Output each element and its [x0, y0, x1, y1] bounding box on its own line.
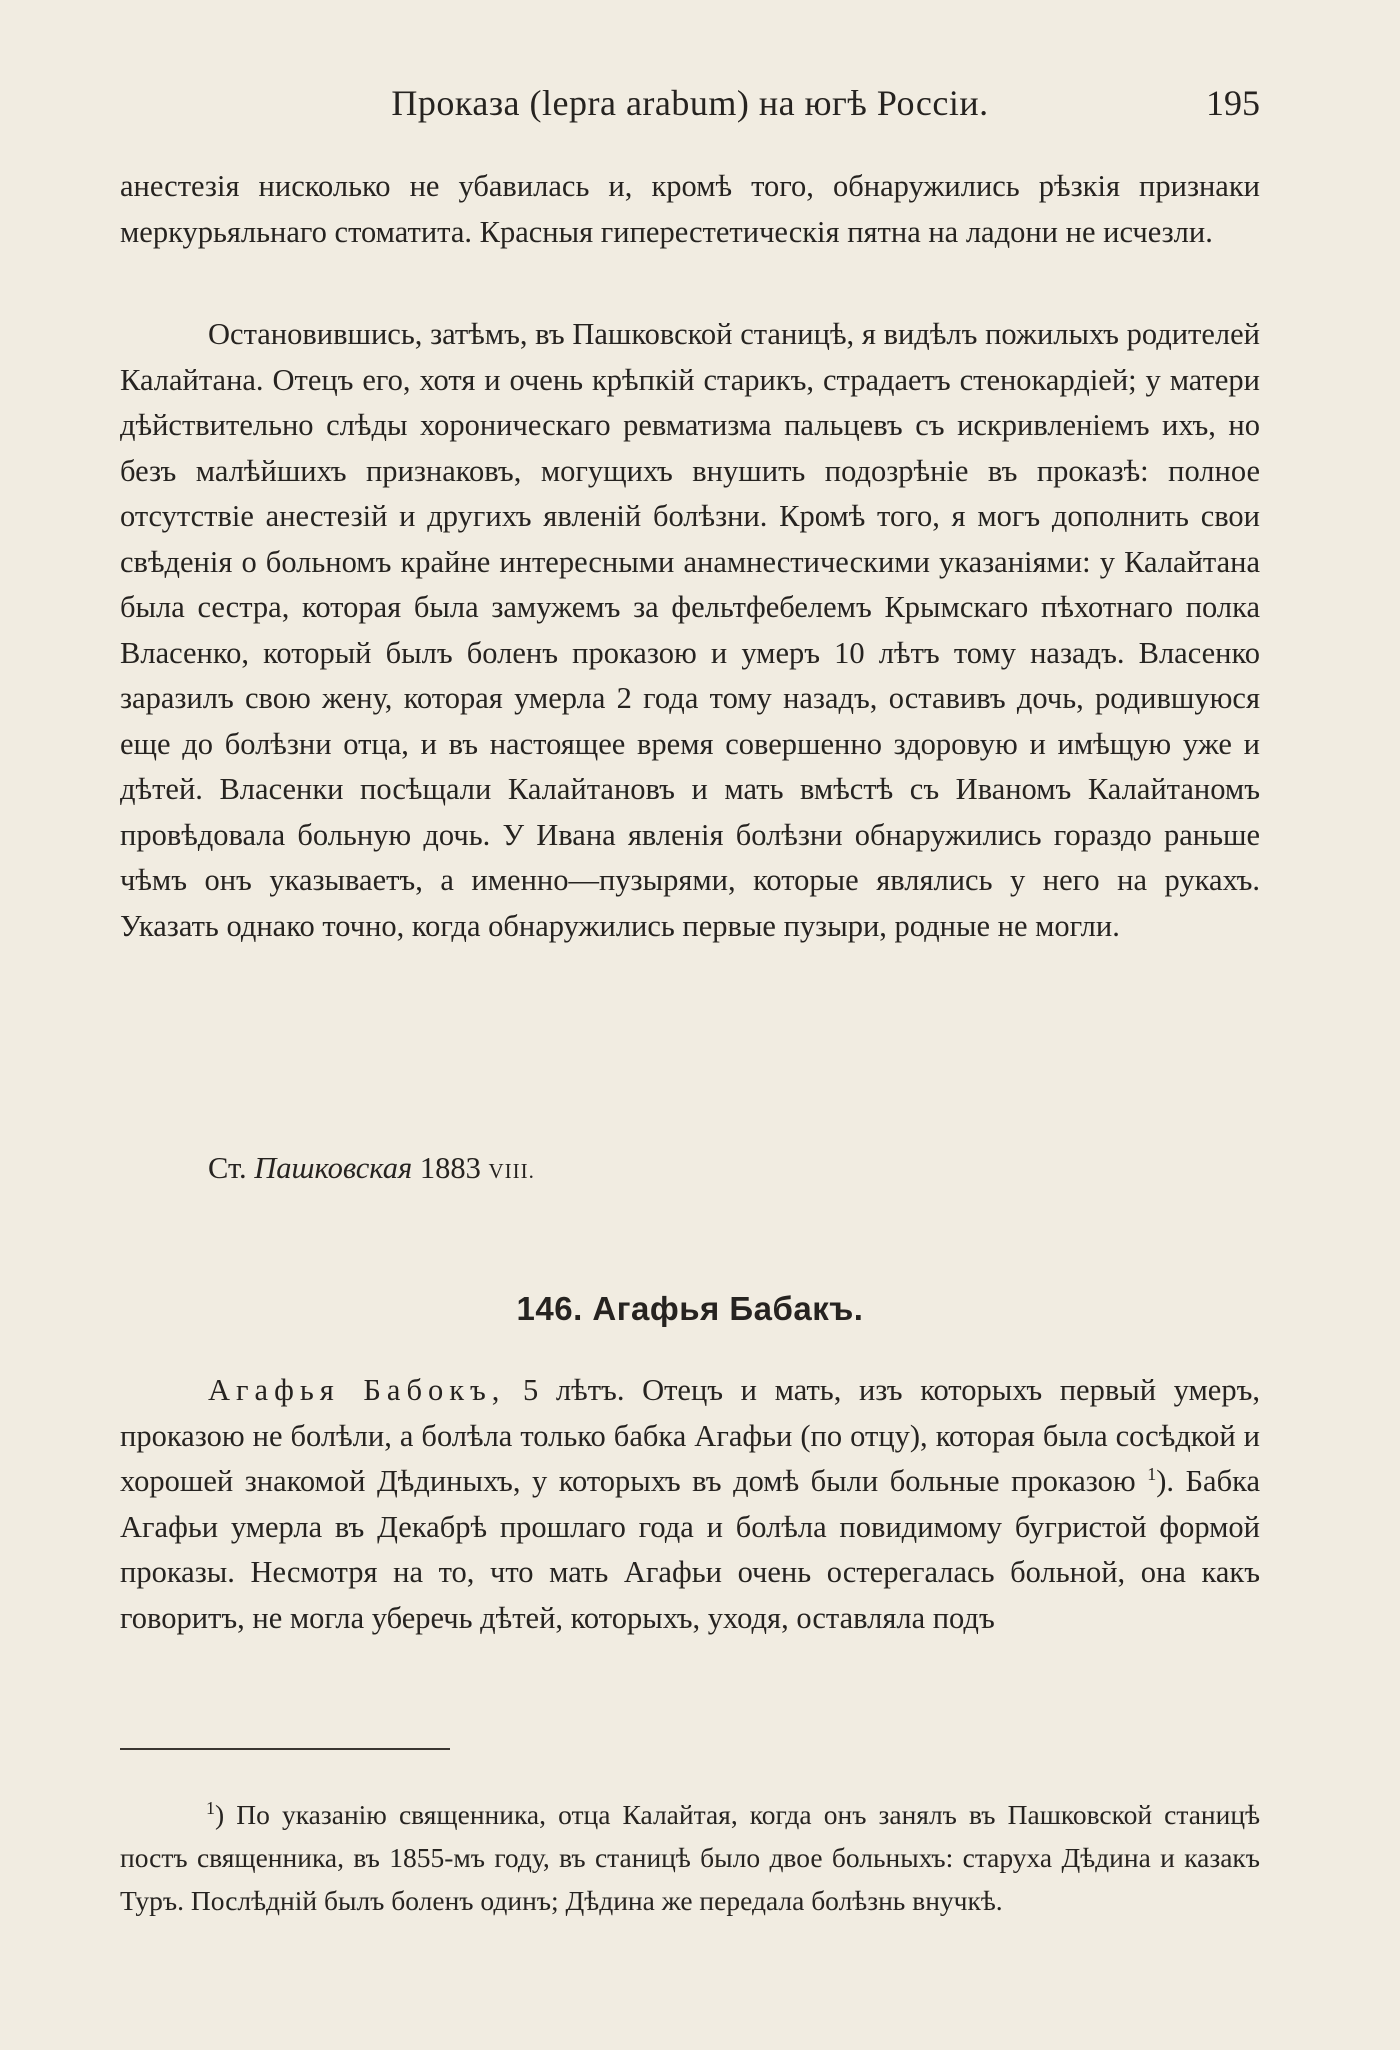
signature-place: Пашковская — [254, 1151, 413, 1185]
paragraph-text-end: ). Бабка Агафьи умерла въ Декабрѣ прошлаго года и болѣла повидимому бугристой формой проказы. Несмотря на то, что мать Агафьи очень остерегалась больной, она какъ говоритъ, не могла уберечь дѣтей, которыхъ, уходя, оставляла подъ — [120, 1464, 1260, 1635]
patient-name: Агафья Бабокъ, — [208, 1373, 506, 1407]
paragraph-case-146 — [120, 1368, 1260, 1641]
signature-year: 1883 — [419, 1151, 481, 1185]
paragraph-text: Остановившись, затѣмъ, въ Пашковской станицѣ, я видѣлъ пожилыхъ родителей Калайтана. Отецъ его, хотя и очень крѣпкій старикъ, страдаетъ стенокардіей; у матери дѣйствительно слѣды хороническаго ревматизма пальцевъ съ искривленіемъ ихъ, но безъ малѣйшихъ признаковъ, могущихъ внушить подозрѣніе въ проказѣ: полное отсутствіе анестезій и другихъ явленій болѣзни. Кромѣ того, я могъ дополнить свои свѣденія о больномъ крайне интересными анамнестическими указаніями: у Калайтана была сестра, которая была замужемъ за фельтфебелемъ Крымскаго пѣхотнаго полка Власенко, который былъ боленъ проказою и умеръ 10 лѣтъ тому назадъ. Власенко заразилъ свою жену, которая умерла 2 года тому назадъ, оставивъ дочь, родившуюся еще до болѣзни отца, и въ настоящее время совершенно здоровую и имѣщую уже и дѣтей. Власенки посѣщали Калайтановъ и мать вмѣстѣ съ Иваномъ Калайтаномъ провѣдовала больную дочь. У Ивана явленія болѣзни обнаружились гораздо раньше чѣмъ онъ указываетъ, а именно—пузырями, которые являлись у него на рукахъ. Указать однако точно, когда обнаружились первые пузыри, родные не могли. — [120, 317, 1260, 943]
running-title: Проказа (lepra arabum) на югѣ Россіи. — [391, 83, 989, 123]
place-date-signature — [120, 1146, 1260, 1195]
signature-prefix: Ст. — [208, 1151, 247, 1185]
paragraph-continued — [120, 164, 1260, 255]
footnote-reference[interactable]: 1 — [1147, 1463, 1157, 1484]
paragraph-text: анестезія нисколько не убавилась и, кромѣ того, обнаружились рѣзкія признаки меркурьяльнаго стоматита. Красныя гиперестетическія пятна на ладони не исчезли. — [120, 169, 1260, 249]
footnote-text: ) По указанію священника, отца Калайтая, когда онъ занялъ въ Пашковской станицѣ постъ священника, въ 1855-мъ году, въ станицѣ было двое больныхъ: старуха Дѣдина и казакъ Туръ. Послѣдній былъ боленъ одинъ; Дѣдина же передала болѣзнь внучкѣ. — [120, 1799, 1260, 1916]
page-number: 195 — [1206, 83, 1260, 123]
case-heading: 146. Агафья Бабакъ. — [516, 1290, 864, 1327]
running-header — [120, 78, 1260, 128]
footnote-marker: 1 — [206, 1797, 215, 1818]
paragraph-parents — [120, 312, 1260, 949]
signature-month: VIII. — [488, 1159, 535, 1183]
paragraph-text: 5 лѣтъ. Отецъ и мать, изъ которыхъ первый умеръ, проказою не болѣли, а болѣла только бабка Агафьи (по отцу), которая была сосѣдкой и хорошей знакомой Дѣдиныхъ, у которыхъ въ домѣ были больные проказою — [120, 1373, 1260, 1498]
footnote-divider — [120, 1748, 450, 1750]
footnote — [120, 1793, 1260, 1922]
